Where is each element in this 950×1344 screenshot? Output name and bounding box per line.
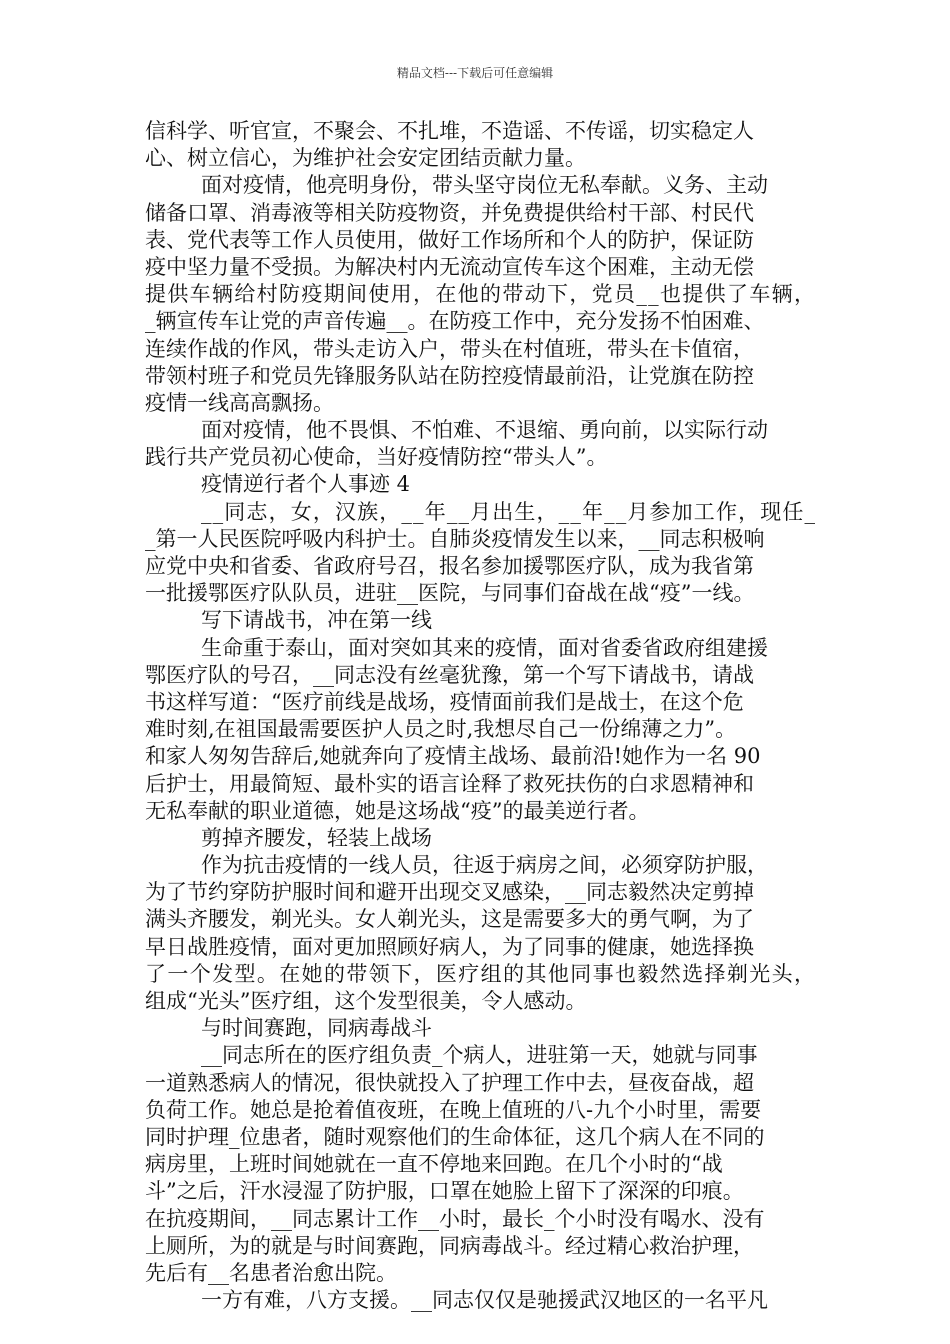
text-line: 为了节约穿防护服时间和避开出现交叉感染，__同志毅然决定剪掉 — [145, 880, 754, 905]
document-body — [145, 118, 815, 1314]
text-line: 一道熟悉病人的情况，很快就投入了护理工作中去，昼夜奋战，超 — [145, 1070, 754, 1095]
text-line: 生命重于泰山，面对突如其来的疫情，面对省委省政府组建援 — [201, 635, 768, 660]
text-line: 连续作战的作风，带头走访入户，带头在村值班，带头在卡值宿， — [145, 336, 754, 361]
text-line: 后护士，用最简短、最朴实的语言诠释了救死扶伤的白求恩精神和 — [145, 771, 754, 796]
text-line: 疫情逆行者个人事迹 4 — [201, 472, 411, 497]
text-line: 心、树立信心，为维护社会安定团结贡献力量。 — [145, 146, 586, 171]
text-line: 应党中央和省委、省政府号召，报名参加援鄂医疗队，成为我省第 — [145, 554, 754, 578]
text-line: 面对疫情，他亮明身份，带头坚守岗位无私奉献。义务、主动 — [201, 173, 768, 198]
text-line: 难时刻,在祖国最需要医护人员之时,我想尽自己一份绵薄之力”。 — [145, 717, 737, 742]
text-line: 疫中坚力量不受损。为解决村内无流动宣传车这个困难，主动无偿 — [145, 254, 754, 279]
text-line: 带领村班子和党员先锋服务队站在防控疫情最前沿，让党旗在防控 — [145, 363, 754, 388]
text-line: _辆宣传车让党的声音传遍__。在防疫工作中，充分发扬不怕困难、 — [145, 309, 765, 334]
text-line: __同志，女，汉族，__年__月出生，__年__月参加工作，现任_ — [201, 499, 817, 524]
text-line: 信科学、听官宣，不聚会、不扎堆，不造谣、不传谣，切实稳定人 — [145, 119, 754, 143]
text-line: 面对疫情，他不畏惧、不怕难、不退缩、勇向前，以实际行动 — [201, 418, 768, 443]
text-line: 在抗疫期间，__同志累计工作__小时，最长_个小时没有喝水、没有 — [145, 1206, 765, 1231]
text-line: 作为抗击疫情的一线人员，往返于病房之间，必须穿防护服， — [201, 853, 768, 878]
text-line: 上厕所，为的就是与时间赛跑，同病毒战斗。经过精心救治护理， — [145, 1233, 754, 1258]
text-line: 一批援鄂医疗队队员，进驻__医院，与同事们奋战在战“疫”一线。 — [145, 581, 755, 606]
text-line: 写下请战书，冲在第一线 — [201, 608, 432, 633]
text-line: 了一个发型。在她的带领下，医疗组的其他同事也毅然选择剃光头， — [145, 961, 817, 986]
text-line: 储备口罩、消毒液等相关防疫物资，并免费提供给村干部、村民代 — [145, 200, 754, 225]
text-line: 一方有难，八方支援。__同志仅仅是驰援武汉地区的一名平凡 — [201, 1288, 768, 1313]
text-line: _第一人民医院呼吸内科护士。自肺炎疫情发生以来，__同志积极响 — [145, 526, 765, 551]
text-line: 疫情一线高高飘扬。 — [145, 390, 334, 415]
text-line: 先后有__名患者治愈出院。 — [145, 1260, 397, 1285]
text-line: 同时护理_位患者，随时观察他们的生命体征，这几个病人在不同的 — [145, 1124, 765, 1149]
text-line: 剪掉齐腰发，轻装上战场 — [201, 825, 432, 850]
text-line: 提供车辆给村防疫期间使用，在他的带动下，党员__也提供了车辆， — [145, 282, 817, 307]
text-line: 斗”之后，汗水浸湿了防护服，口罩在她脸上留下了深深的印痕。 — [145, 1179, 744, 1204]
text-line: 书这样写道：“医疗前线是战场，疫情面前我们是战士，在这个危 — [145, 689, 744, 714]
text-line: 和家人匆匆告辞后,她就奔向了疫情主战场、最前沿!她作为一名 90 — [145, 744, 761, 769]
text-line: 践行共产党员初心使命，当好疫情防控“带头人”。 — [145, 445, 608, 470]
text-line: 与时间赛跑，同病毒战斗 — [201, 1016, 432, 1041]
text-line: 满头齐腰发，剃光头。女人剃光头，这是需要多大的勇气啊，为了 — [145, 907, 754, 932]
text-line: 早日战胜疫情，面对更加照顾好病人，为了同事的健康，她选择换 — [145, 934, 754, 959]
page-header: 精品文档---下载后可任意编辑 — [396, 66, 554, 80]
text-line: 无私奉献的职业道德，她是这场战“疫”的最美逆行者。 — [145, 798, 650, 823]
text-line: __同志所在的医疗组负责_个病人，进驻第一天，她就与同事 — [201, 1043, 758, 1068]
text-line: 表、党代表等工作人员使用，做好工作场所和个人的防护，保证防 — [145, 227, 754, 252]
text-line: 病房里，上班时间她就在一直不停地来回跑。在几个小时的“战 — [145, 1152, 723, 1177]
text-line: 鄂医疗队的号召，__同志没有丝毫犹豫，第一个写下请战书，请战 — [145, 662, 754, 687]
text-line: 组成“光头”医疗组，这个发型很美，令人感动。 — [145, 989, 587, 1013]
text-line: 负荷工作。她总是抢着值夜班，在晚上值班的八-九个小时里，需要 — [145, 1097, 762, 1122]
